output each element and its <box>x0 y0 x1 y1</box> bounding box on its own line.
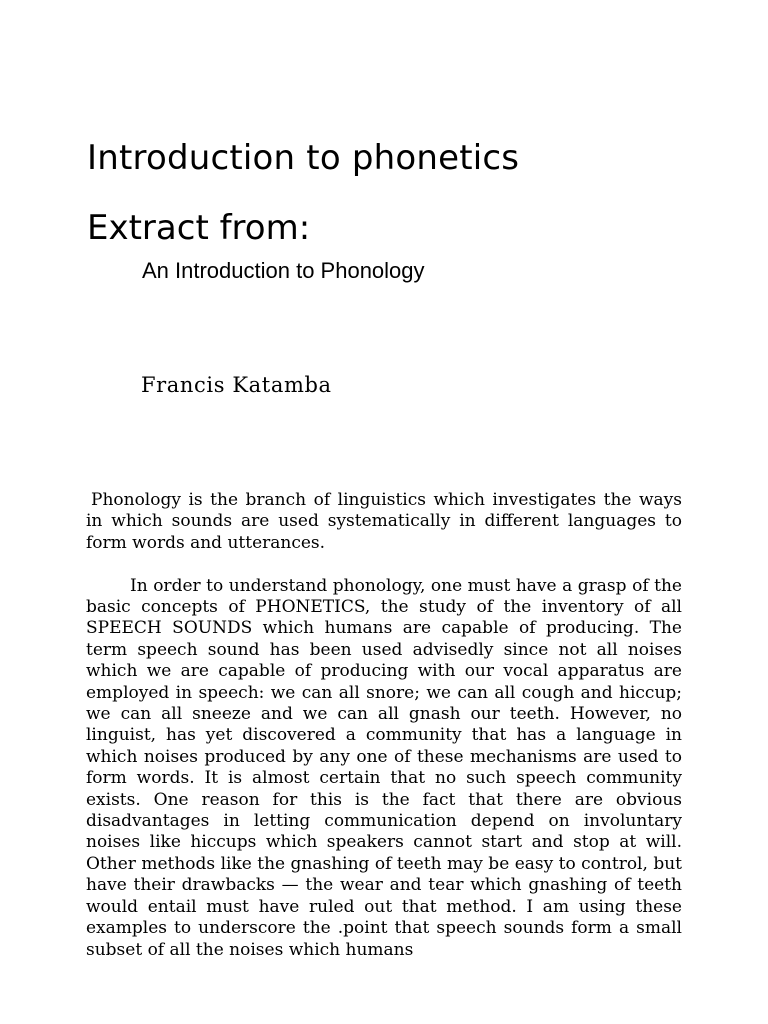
paragraph-2: In order to understand phonology, one must have a grasp of the basic concepts of PHONETICS, the study of the inventory of all SPEECH SOUNDS which humans are capable of producing. The term speech sound has been used advisedly since not all noises which we are capable of producing with our vocal apparatus are employed in speech: we can all snore; we can all cough and hiccup; we can all sneeze and we can all gnash our teeth. However, no linguist, has yet discovered a community that has a language in which noises produced by any one of these mechanisms are used to form words. It is almost certain that no such speech community exists. One reason for this is the fact that there are obvious disadvantages in letting communication depend on involuntary noises like hiccups which speakers cannot start and stop at will. Other methods like the gnashing of teeth may be easy to control, but have their drawbacks — the wear and tear which gnashing of teeth would entail must have ruled out that method. I am using these examples to underscore the .point that speech sounds form a small subset of all the noises which humans <box>86 575 682 960</box>
body-text <box>86 490 682 961</box>
paragraph-1: Phonology is the branch of linguistics which investigates the ways in which sounds are used systematically in different languages to form words and utterances. <box>86 490 682 553</box>
author-name: Francis Katamba <box>141 373 332 397</box>
document-title: Introduction to phonetics <box>87 138 520 178</box>
book-title: An Introduction to Phonology <box>142 258 425 283</box>
extract-label: Extract from: <box>87 208 311 248</box>
